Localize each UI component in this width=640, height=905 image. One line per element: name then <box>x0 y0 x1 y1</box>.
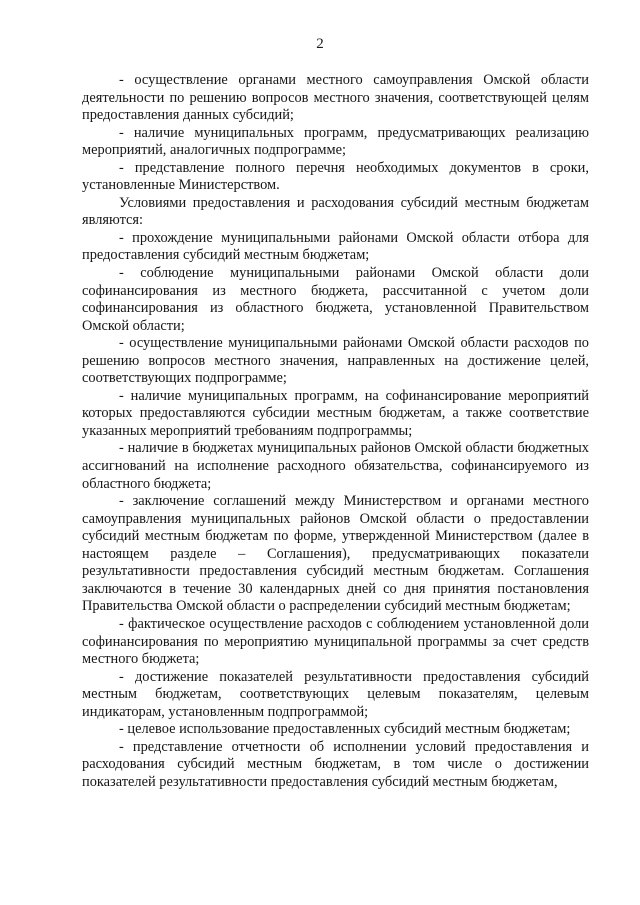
paragraph-14: - представление отчетности об исполнении условий предоставления и расходования субсидий местным бюджетам, в том числе о достижении показателей результативности предоставления субсидий местным бюджетам, <box>82 738 589 790</box>
paragraph-4: Условиями предоставления и расходования субсидий местным бюджетам являются: <box>82 194 589 229</box>
paragraph-7: - осуществление муниципальными районами Омской области расходов по решению вопросов местного значения, направленных на достижение целей, соответствующих подпрограмме; <box>82 335 589 387</box>
document-body <box>82 72 589 791</box>
paragraph-6: - соблюдение муниципальными районами Омской области доли софинансирования из местного бюджета, рассчитанной с учетом доли софинансирования из областного бюджета, установленной Правительством Омской области; <box>82 265 589 334</box>
paragraph-10: - заключение соглашений между Министерством и органами местного самоуправления муниципальных районов Омской области о предоставлении субсидий местным бюджетам по форме, утвержденной Министерством (далее в настоящем разделе – Соглашения), предусматривающих показатели результативности предоставления субсидий местным бюджетам. Соглашения заключаются в течение 30 календарных дней со дня принятия постановления Правительства Омской области о распределении субсидий местным бюджетам; <box>82 493 589 615</box>
page-number: 2 <box>316 36 324 52</box>
paragraph-2: - наличие муниципальных программ, предусматривающих реализацию мероприятий, аналогичных подпрограмме; <box>82 124 589 159</box>
paragraph-1: - осуществление органами местного самоуправления Омской области деятельности по решению вопросов местного значения, соответствующей целям предоставления данных субсидий; <box>82 72 589 124</box>
paragraph-13: - целевое использование предоставленных субсидий местным бюджетам; <box>119 721 571 738</box>
paragraph-5: - прохождение муниципальными районами Омской области отбора для предоставления субсидий местным бюджетам; <box>82 229 589 264</box>
paragraph-12: - достижение показателей результативности предоставления субсидий местным бюджетам, соответствующих целевым показателям, целевым индикаторам, установленным подпрограммой; <box>82 668 589 720</box>
paragraph-11: - фактическое осуществление расходов с соблюдением установленной доли софинансирования по мероприятию муниципальной программы за счет средств местного бюджета; <box>82 615 589 668</box>
paragraph-8: - наличие муниципальных программ, на софинансирование мероприятий которых предоставляются субсидии местным бюджетам, а также соответствие указанных мероприятий требованиям подпрограммы; <box>82 387 589 439</box>
paragraph-3: - представление полного перечня необходимых документов в сроки, установленные Министерством. <box>82 159 589 194</box>
paragraph-9: - наличие в бюджетах муниципальных районов Омской области бюджетных ассигнований на исполнение расходного обязательства, софинансируемого из областного бюджета; <box>82 440 589 492</box>
